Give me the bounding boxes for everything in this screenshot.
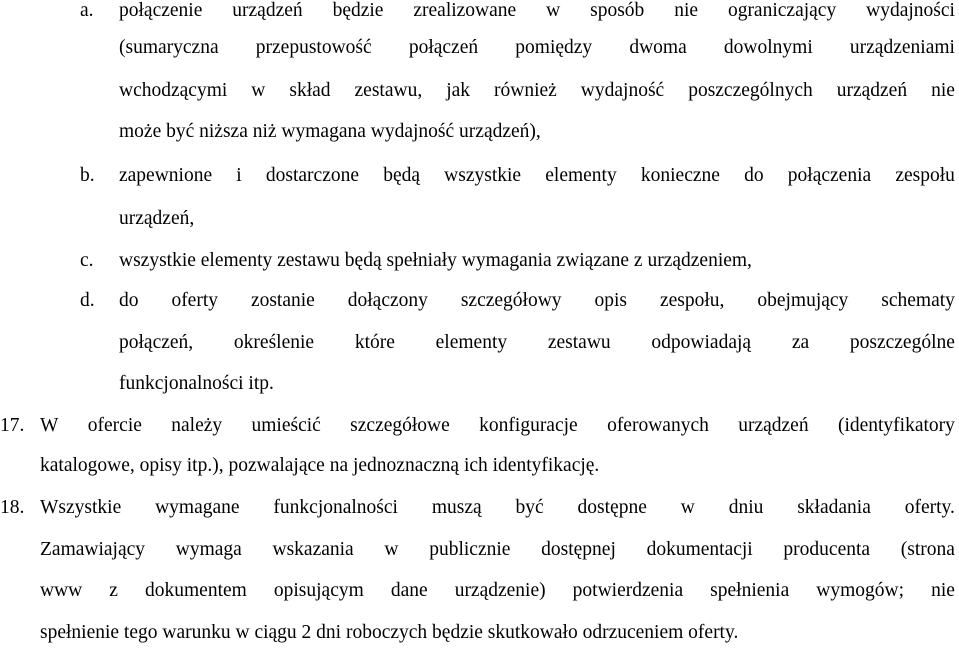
word: zostanie xyxy=(250,290,315,311)
word: urządzeń xyxy=(738,415,809,436)
word: dwoma xyxy=(629,37,687,58)
word: ograniczający xyxy=(727,0,837,21)
word: zestawu xyxy=(547,332,611,353)
word: w xyxy=(251,80,266,101)
list-marker: 18. xyxy=(0,497,25,518)
word: które xyxy=(354,332,395,353)
word: połączeń xyxy=(408,37,479,58)
word: również xyxy=(494,80,557,101)
list-marker: 17. xyxy=(0,415,25,436)
word: wymaga xyxy=(175,539,242,560)
paragraph-line xyxy=(40,497,955,519)
word: muszą xyxy=(431,497,482,518)
word: oferowanych xyxy=(607,415,709,436)
paragraph-line xyxy=(40,580,955,602)
word: połączenia xyxy=(787,165,872,186)
word: należy xyxy=(171,415,223,436)
word: przepustowość xyxy=(255,37,372,58)
word: elementy xyxy=(545,165,617,186)
word: zespołu xyxy=(895,165,955,186)
paragraph-line: spełnienie tego warunku w ciągu 2 dni roboczych będzie skutkowało odrzuceniem oferty. xyxy=(40,622,739,643)
word: dołączony xyxy=(347,290,428,311)
paragraph-line: funkcjonalności itp. xyxy=(119,373,274,394)
word: urządzeń xyxy=(232,0,303,21)
word: www xyxy=(40,580,83,601)
word: w xyxy=(546,0,561,21)
word: urządzeniami xyxy=(849,37,955,58)
word: wszystkie xyxy=(444,165,522,186)
paragraph-line xyxy=(119,0,955,22)
word: być xyxy=(515,497,544,518)
word: zestawu, xyxy=(354,80,423,101)
word: dostępne xyxy=(577,497,647,518)
word: (identyfikatory xyxy=(837,415,955,436)
word: potwierdzenia xyxy=(572,580,684,601)
word: nie xyxy=(931,580,955,601)
word: zapewnione xyxy=(119,165,213,186)
paragraph-line xyxy=(119,80,955,102)
word: szczegółowy xyxy=(460,290,562,311)
word: W xyxy=(40,415,59,436)
word: w xyxy=(680,497,695,518)
list-marker: d. xyxy=(80,290,95,311)
word: połączenie xyxy=(119,0,203,21)
word: nie xyxy=(674,0,699,21)
word: urządzeń xyxy=(836,80,908,101)
paragraph-line xyxy=(40,539,955,561)
word: elementy xyxy=(435,332,508,353)
word: urządzenie) xyxy=(454,580,546,601)
paragraph-line: katalogowe, opisy itp.), pozwalające na jednoznaczną ich identyfikację. xyxy=(40,455,600,476)
paragraph-line xyxy=(119,332,955,354)
paragraph-line: może być niższa niż wymagana wydajność urządzeń), xyxy=(119,121,541,142)
word: do xyxy=(744,165,764,186)
word: zespołu, xyxy=(659,290,725,311)
word: funkcjonalności xyxy=(273,497,398,518)
word: dowolnymi xyxy=(723,37,813,58)
word: odpowiadają xyxy=(651,332,752,353)
word: dokumentacji xyxy=(646,539,753,560)
word: jak xyxy=(446,80,471,101)
word: z xyxy=(109,580,118,601)
word: wymogów; xyxy=(816,580,905,601)
word: pomiędzy xyxy=(515,37,593,58)
word: umieścić xyxy=(251,415,321,436)
word: publicznie xyxy=(429,539,511,560)
paragraph-line xyxy=(119,290,955,312)
word: wydajność xyxy=(580,80,665,101)
word: opis xyxy=(594,290,628,311)
word: wchodzącymi xyxy=(119,80,228,101)
word: w xyxy=(384,539,399,560)
word: sposób xyxy=(590,0,645,21)
word: skład xyxy=(289,80,331,101)
word: (strona xyxy=(900,539,955,560)
paragraph-line xyxy=(119,37,955,59)
word: będzie xyxy=(332,0,384,21)
paragraph-line: wszystkie elementy zestawu będą spełniały wymagania związane z urządzeniem, xyxy=(119,250,752,271)
list-marker: b. xyxy=(80,165,95,186)
word: oferty xyxy=(171,290,218,311)
word: Wszystkie xyxy=(40,497,122,518)
paragraph-line: urządzeń, xyxy=(119,208,195,229)
word: ofercie xyxy=(87,415,142,436)
word: poszczególnych xyxy=(688,80,813,101)
word: dostarczone xyxy=(265,165,360,186)
paragraph-line xyxy=(40,415,955,437)
list-marker: a. xyxy=(80,0,94,21)
word: dostępnej xyxy=(541,539,616,560)
word: poszczególne xyxy=(849,332,955,353)
list-marker: c. xyxy=(80,250,94,271)
word: połączeń, xyxy=(119,332,194,353)
word: Zamawiający xyxy=(40,539,146,560)
word: dokumentem xyxy=(145,580,247,601)
word: obejmujący xyxy=(757,290,849,311)
word: i xyxy=(236,165,242,186)
word: składania xyxy=(797,497,871,518)
word: schematy xyxy=(881,290,955,311)
word: oferty. xyxy=(904,497,955,518)
word: zrealizowane xyxy=(413,0,517,21)
word: wydajności xyxy=(866,0,955,21)
word: wskazania xyxy=(272,539,354,560)
word: będą xyxy=(383,165,420,186)
word: szczegółowe xyxy=(350,415,450,436)
word: dane xyxy=(390,580,428,601)
word: (sumaryczna xyxy=(119,37,219,58)
paragraph-line xyxy=(119,165,955,187)
word: do xyxy=(119,290,139,311)
word: producenta xyxy=(783,539,871,560)
word: konfiguracje xyxy=(479,415,578,436)
word: za xyxy=(791,332,810,353)
word: konieczne xyxy=(640,165,720,186)
word: wymagane xyxy=(155,497,240,518)
word: opisującym xyxy=(273,580,364,601)
word: nie xyxy=(931,80,955,101)
word: określenie xyxy=(233,332,315,353)
word: dniu xyxy=(728,497,764,518)
word: spełnienia xyxy=(710,580,790,601)
